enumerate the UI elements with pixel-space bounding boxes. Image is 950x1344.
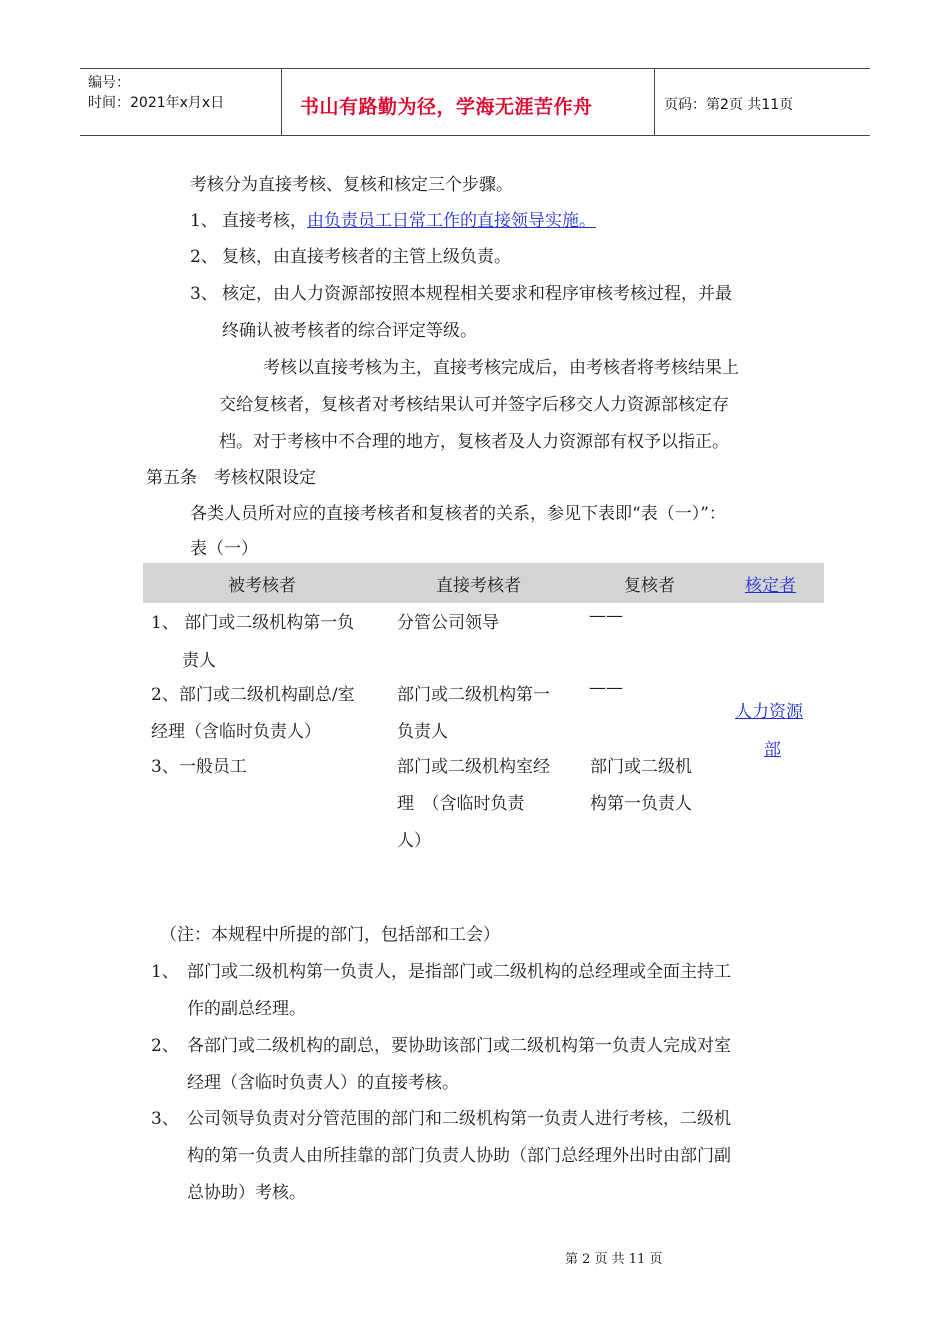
table-cell-reviewer: —— (589, 606, 623, 626)
note-3-number: 3、 (151, 1109, 179, 1129)
note-2-text: 各部门或二级机构的副总，要协助该部门或二级机构第一负责人完成对室 (187, 1036, 731, 1056)
step-1-link[interactable]: 由负责员工日常工作的直接领导实施。 (307, 211, 596, 231)
column-header-reviewer: 复核者 (624, 576, 675, 596)
column-header-assessee: 被考核者 (228, 576, 296, 596)
note-2-text: 经理（含临时负责人）的直接考核。 (187, 1073, 459, 1093)
step-3-text: 核定，由人力资源部按照本规程相关要求和程序审核考核过程，并最 (222, 284, 732, 304)
table-cell-direct-assessor: 部门或二级机构第一 (397, 685, 550, 705)
column-header-approver[interactable]: 核定者 (745, 576, 796, 596)
table-caption: 表（一） (190, 539, 258, 559)
intro-text: 考核分为直接考核、复核和核定三个步骤。 (190, 175, 513, 195)
note-1-text: 作的副总经理。 (187, 999, 306, 1019)
table-cell-assessee: 责人 (182, 651, 216, 671)
note-3-text: 构的第一负责人由所挂靠的部门负责人协助（部门总经理外出时由部门副 (187, 1146, 731, 1166)
header-bottom-rule (80, 135, 870, 136)
step-3-text: 终确认被考核者的综合评定等级。 (222, 321, 477, 341)
table-cell-approver[interactable]: 部 (764, 740, 781, 760)
column-header-direct-assessor: 直接考核者 (436, 576, 521, 596)
table-cell-direct-assessor: 人） (397, 831, 431, 851)
note-1-text: 部门或二级机构第一负责人，是指部门或二级机构的总经理或全面主持工 (187, 962, 731, 982)
article-heading: 第五条 考核权限设定 (146, 468, 316, 488)
table-cell-reviewer: —— (589, 678, 623, 698)
table-cell-reviewer: 部门或二级机 (590, 757, 692, 777)
table-cell-direct-assessor: 部门或二级机构室经 (397, 757, 550, 777)
step-1-number: 1、 (190, 211, 218, 231)
note-3-text: 总协助）考核。 (187, 1183, 306, 1203)
table-cell-assessee: 3、一般员工 (151, 757, 247, 777)
date-label: 时间：2021年x月x日 (88, 95, 225, 111)
paragraph-line: 交给复核者，复核者对考核结果认可并签字后移交人力资源部核定存 (219, 395, 729, 415)
table-cell-approver[interactable]: 人力资源 (735, 702, 803, 722)
paragraph-line: 考核以直接考核为主，直接考核完成后，由考核者将考核结果上 (263, 358, 739, 378)
step-3-number: 3、 (190, 284, 218, 304)
table-cell-assessee: 1、 部门或二级机构第一负 (151, 613, 355, 633)
step-2-text: 复核，由直接考核者的主管上级负责。 (222, 247, 511, 267)
header-divider (654, 68, 655, 136)
notes-title: （注：本规程中所提的部门，包括部和工会） (160, 925, 500, 945)
header-divider (281, 68, 282, 136)
paragraph-line: 档。对于考核中不合理的地方，复核者及人力资源部有权予以指正。 (219, 432, 729, 452)
table-cell-direct-assessor: 分管公司领导 (397, 613, 499, 633)
note-3-text: 公司领导负责对分管范围的部门和二级机构第一负责人进行考核，二级机 (187, 1109, 731, 1129)
serial-label: 编号： (88, 75, 130, 91)
table-cell-assessee: 经理（含临时负责人） (151, 722, 321, 742)
page-info: 页码：第2页 共11页 (664, 97, 794, 113)
table-cell-assessee: 2、部门或二级机构副总/室 (151, 685, 355, 705)
note-2-number: 2、 (151, 1036, 179, 1056)
article-description: 各类人员所对应的直接考核者和复核者的关系，参见下表即“表（一）”： (190, 504, 726, 524)
header-top-rule (80, 68, 870, 69)
table-cell-direct-assessor: 理 （含临时负责 (397, 794, 525, 814)
table-cell-reviewer: 构第一负责人 (590, 794, 692, 814)
note-1-number: 1、 (151, 962, 179, 982)
page-footer: 第 2 页 共 11 页 (565, 1252, 663, 1267)
header-motto: 书山有路勤为径，学海无涯苦作舟 (300, 96, 593, 118)
step-1-text: 直接考核， (222, 211, 307, 231)
table-cell-direct-assessor: 负责人 (397, 722, 448, 742)
step-2-number: 2、 (190, 247, 218, 267)
step-1-item (222, 206, 596, 231)
